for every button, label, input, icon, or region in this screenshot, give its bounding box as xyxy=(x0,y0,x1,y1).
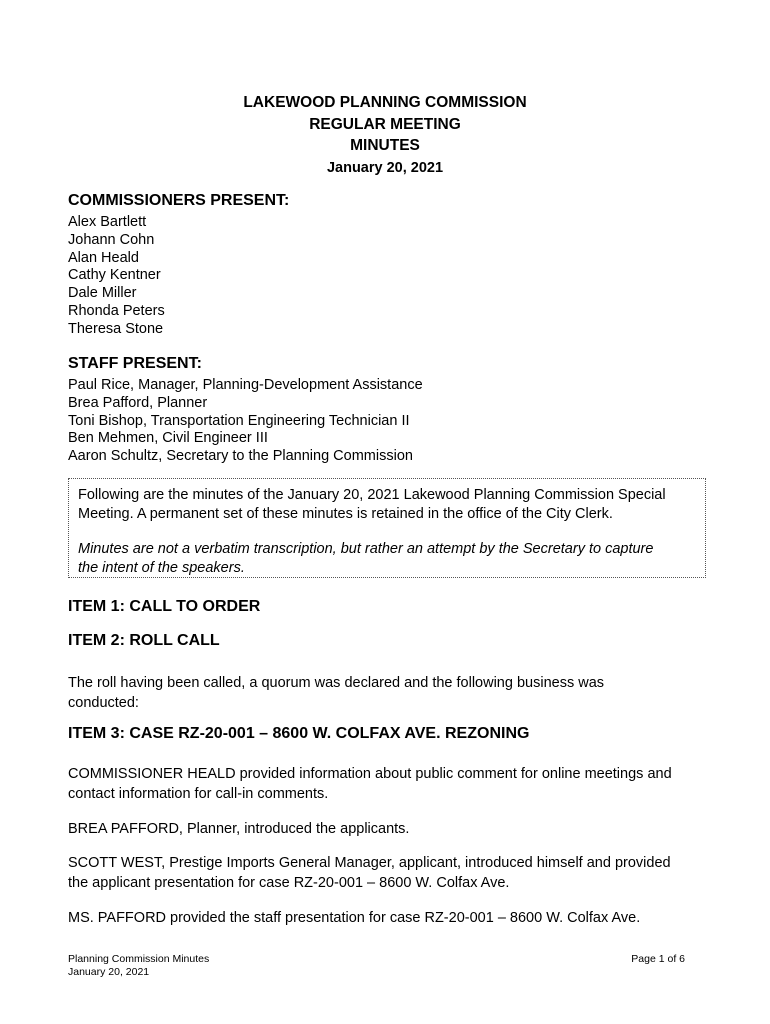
paragraph-line: SCOTT WEST, Prestige Imports General Manager, applicant, introduced himself and provided xyxy=(68,855,671,871)
commission-title: LAKEWOOD PLANNING COMMISSION xyxy=(243,94,527,111)
list-item: Ben Mehmen, Civil Engineer III xyxy=(68,430,268,447)
item-3-heading: ITEM 3: CASE RZ-20-001 – 8600 W. COLFAX AVE. REZONING xyxy=(68,725,530,742)
roll-call-paragraph xyxy=(68,674,708,713)
footer-title: Planning Commission Minutes xyxy=(68,953,210,965)
list-item: Brea Pafford, Planner xyxy=(68,394,208,411)
list-item: Johann Cohn xyxy=(68,231,155,248)
list-item: Alex Bartlett xyxy=(68,214,147,230)
footer-date: January 20, 2021 xyxy=(68,965,150,978)
commissioners-heading: COMMISSIONERS PRESENT: xyxy=(68,192,290,209)
commissioners-list xyxy=(68,214,165,339)
page-number: Page 1 of 6 xyxy=(631,953,685,965)
staff-heading: STAFF PRESENT: xyxy=(68,355,202,372)
notice-disclaimer: Minutes are not a verbatim transcription, but rather an attempt by the Secretary to capture xyxy=(78,541,654,557)
paragraph-line: MS. PAFFORD provided the staff presentation for case RZ-20-001 – 8600 W. Colfax Ave. xyxy=(68,910,641,926)
document-type: MINUTES xyxy=(350,137,420,154)
paragraph-line: contact information for call-in comments. xyxy=(68,785,329,802)
meeting-date: January 20, 2021 xyxy=(326,159,444,176)
list-item: Theresa Stone xyxy=(68,320,164,337)
list-item: Cathy Kentner xyxy=(68,267,161,284)
list-item: Paul Rice, Manager, Planning-Development Assistance xyxy=(68,377,423,393)
notice-line: Following are the minutes of the January 20, 2021 Lakewood Planning Commission Special xyxy=(78,487,666,503)
paragraph-line: the applicant presentation for case RZ-20-001 – 8600 W. Colfax Ave. xyxy=(68,874,510,891)
minutes-notice-box xyxy=(68,478,706,578)
paragraph-line: COMMISSIONER HEALD provided information about public comment for online meetings and xyxy=(68,766,672,782)
west-paragraph xyxy=(68,854,708,893)
notice-line: Meeting. A permanent set of these minutes is retained in the office of the City Clerk. xyxy=(78,506,613,522)
document-header xyxy=(0,92,770,179)
list-item: Toni Bishop, Transportation Engineering Technician II xyxy=(68,412,410,429)
list-item: Dale Miller xyxy=(68,285,137,302)
item-2-heading: ITEM 2: ROLL CALL xyxy=(68,632,220,649)
notice-disclaimer: the intent of the speakers. xyxy=(78,560,245,576)
footer-left xyxy=(68,953,209,978)
list-item: Rhonda Peters xyxy=(68,302,165,319)
heald-paragraph xyxy=(68,765,708,804)
paragraph-line: conducted: xyxy=(68,694,139,711)
meeting-type: REGULAR MEETING xyxy=(309,115,461,133)
list-item: Aaron Schultz, Secretary to the Planning Commission xyxy=(68,448,413,465)
pafford-intro-paragraph xyxy=(68,820,708,840)
paragraph-line: The roll having been called, a quorum was declared and the following business was xyxy=(68,675,605,691)
staff-list xyxy=(68,377,423,466)
staff-presentation-paragraph xyxy=(68,909,708,929)
paragraph-line: BREA PAFFORD, Planner, introduced the applicants. xyxy=(68,821,410,837)
item-1-heading: ITEM 1: CALL TO ORDER xyxy=(68,598,261,615)
list-item: Alan Heald xyxy=(68,249,139,266)
